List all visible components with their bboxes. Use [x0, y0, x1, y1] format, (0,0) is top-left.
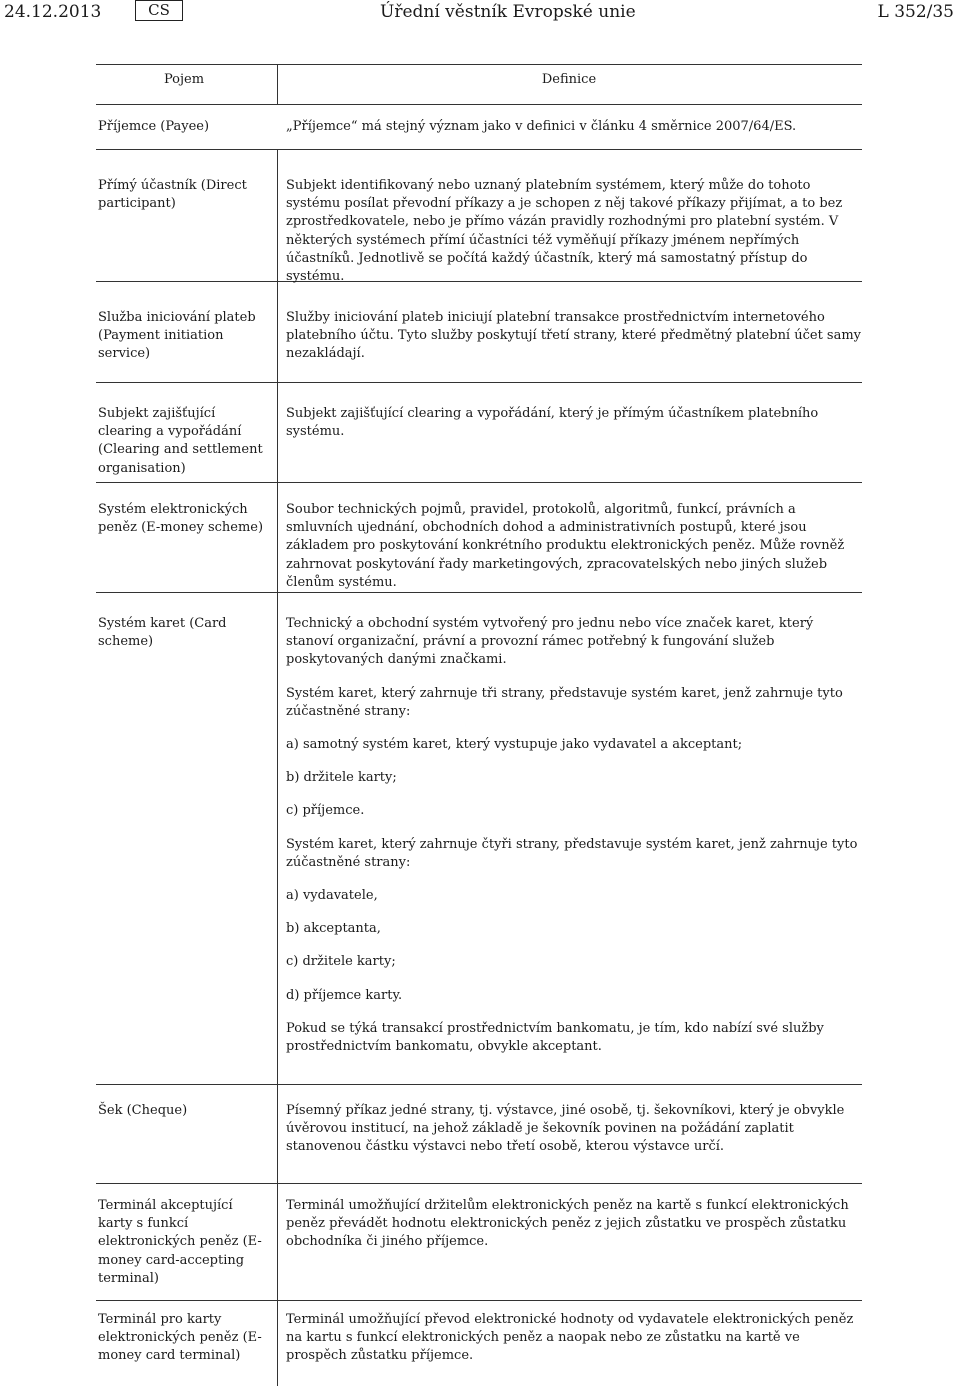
- definition-direct-participant: Subjekt identifikovaný nebo uznaný platebním systémem, který může do tohoto systému posílat převodní příkazy a je schopen z něj takové příkazy přijímat, a to bez zprostředkovatele, nebo je přímo vázán pravidly rozhodnými pro platební systém. V některých systémech přímí účastníci též vyměňují příkazy jménem nepřímých účastníků. Jednotlivě se počítá každý účastník, který má samostatný přístup do systému.: [286, 178, 843, 285]
- column-header-definition: Definice: [541, 72, 597, 87]
- term-direct-participant: Přímý účastník (Direct participant): [98, 178, 247, 212]
- term-cheque: Šek (Cheque): [98, 1103, 188, 1118]
- definition-payee: „Příjemce“ má stejný význam jako v definici v článku 4 směrnice 2007/64/ES.: [286, 119, 797, 134]
- column-rule: [277, 149, 278, 1386]
- definitions-table: [96, 64, 862, 1386]
- term-payment-initiation-service: Služba iniciování plateb (Payment initiation service): [98, 310, 256, 362]
- table-rule: [96, 592, 862, 593]
- definition-e-money-scheme: Soubor technických pojmů, pravidel, protokolů, algoritmů, funkcí, právních a smluvních ujednání, obchodních dohod a administrativních postupů, které jsou základem pro poskytování konkrétního produktu elektronických peněz. Může rovněž zahrnovat poskytování řady marketingových, zpracovatelských nebo jiných služeb členům systému.: [286, 502, 845, 590]
- definition-card-scheme: Technický a obchodní systém vytvořený pro jednu nebo více značek karet, který stanoví organizační, právní a provozní rámec potřebný k fungování služeb poskytovaných danými značkami. Systém karet, který zahrnuje tři strany, představuje systém karet, jenž zahrnuje tyto zúčastněné strany: a) samotný systém karet, který vystupuje jako vydavatel a akceptant; b) držitele karty; c) příjemce. Systém karet, který zahrnuje čtyři strany, představuje systém karet, jenž zahrnuje tyto zúčastněné strany: a) vydavatele, b) akceptanta, c) držitele karty; d) příjemce karty. Pokud se týká transakcí prostřednictvím bankomatu, je tím, kdo nabízí své služby prostřednictvím bankomatu, obvykle akceptant.: [286, 616, 858, 1055]
- publication-date: 24.12.2013: [4, 2, 102, 22]
- page-number: L 352/35: [877, 2, 954, 22]
- table-rule: [96, 1300, 862, 1301]
- definition-e-money-card-terminal: Terminál umožňující převod elektronické hodnoty od vydavatele elektronických peněz na kartu s funkcí elektronických peněz a naopak nebo ze zůstatku na kartě ve prospěch zůstatku příjemce.: [286, 1312, 854, 1364]
- table-rule: [96, 382, 862, 383]
- term-clearing-settlement-organisation: Subjekt zajišťující clearing a vypořádání (Clearing and settlement organisation): [98, 406, 263, 476]
- term-payee: Příjemce (Payee): [98, 119, 210, 134]
- table-rule: [96, 1084, 862, 1085]
- term-card-scheme: Systém karet (Card scheme): [98, 616, 227, 650]
- term-e-money-card-accepting-terminal: Terminál akceptující karty s funkcí elektronických peněz (E-money card-accepting terminal): [98, 1198, 262, 1286]
- column-rule: [277, 64, 278, 104]
- language-badge: CS: [135, 0, 183, 21]
- definition-payment-initiation-service: Služby iniciování plateb iniciují platební transakce prostřednictvím internetového platebního účtu. Tyto služby poskytují třetí strany, které předmětný platební účet samy nezakládají.: [286, 310, 862, 362]
- table-rule: [96, 64, 862, 65]
- definition-clearing-settlement-organisation: Subjekt zajišťující clearing a vypořádání, který je přímým účastníkem platebního systému.: [286, 406, 819, 440]
- column-header-term: Pojem: [163, 72, 205, 87]
- page-header: [0, 0, 960, 28]
- term-e-money-scheme: Systém elektronických peněz (E-money scheme): [98, 502, 264, 536]
- term-e-money-card-terminal: Terminál pro karty elektronických peněz (E-money card terminal): [98, 1312, 262, 1364]
- table-rule: [96, 149, 862, 150]
- definition-e-money-card-accepting-terminal: Terminál umožňující držitelům elektronických peněz na kartě s funkcí elektronických peněz převádět hodnotu elektronických peněz z jejich zůstatku ve prospěch zůstatku obchodníka či jiného příjemce.: [286, 1198, 849, 1250]
- table-rule: [96, 482, 862, 483]
- definition-cheque: Písemný příkaz jedné strany, tj. výstavce, jiné osobě, tj. šekovníkovi, který je obvykle úvěrovou institucí, na jehož základě je šekovník povinen na požádání zaplatit stanovenou částku výstavci nebo třetí osobě, kterou výstavce určí.: [286, 1103, 845, 1155]
- table-rule: [96, 104, 862, 105]
- journal-title: Úřední věstník Evropské unie: [380, 2, 636, 22]
- table-rule: [96, 1183, 862, 1184]
